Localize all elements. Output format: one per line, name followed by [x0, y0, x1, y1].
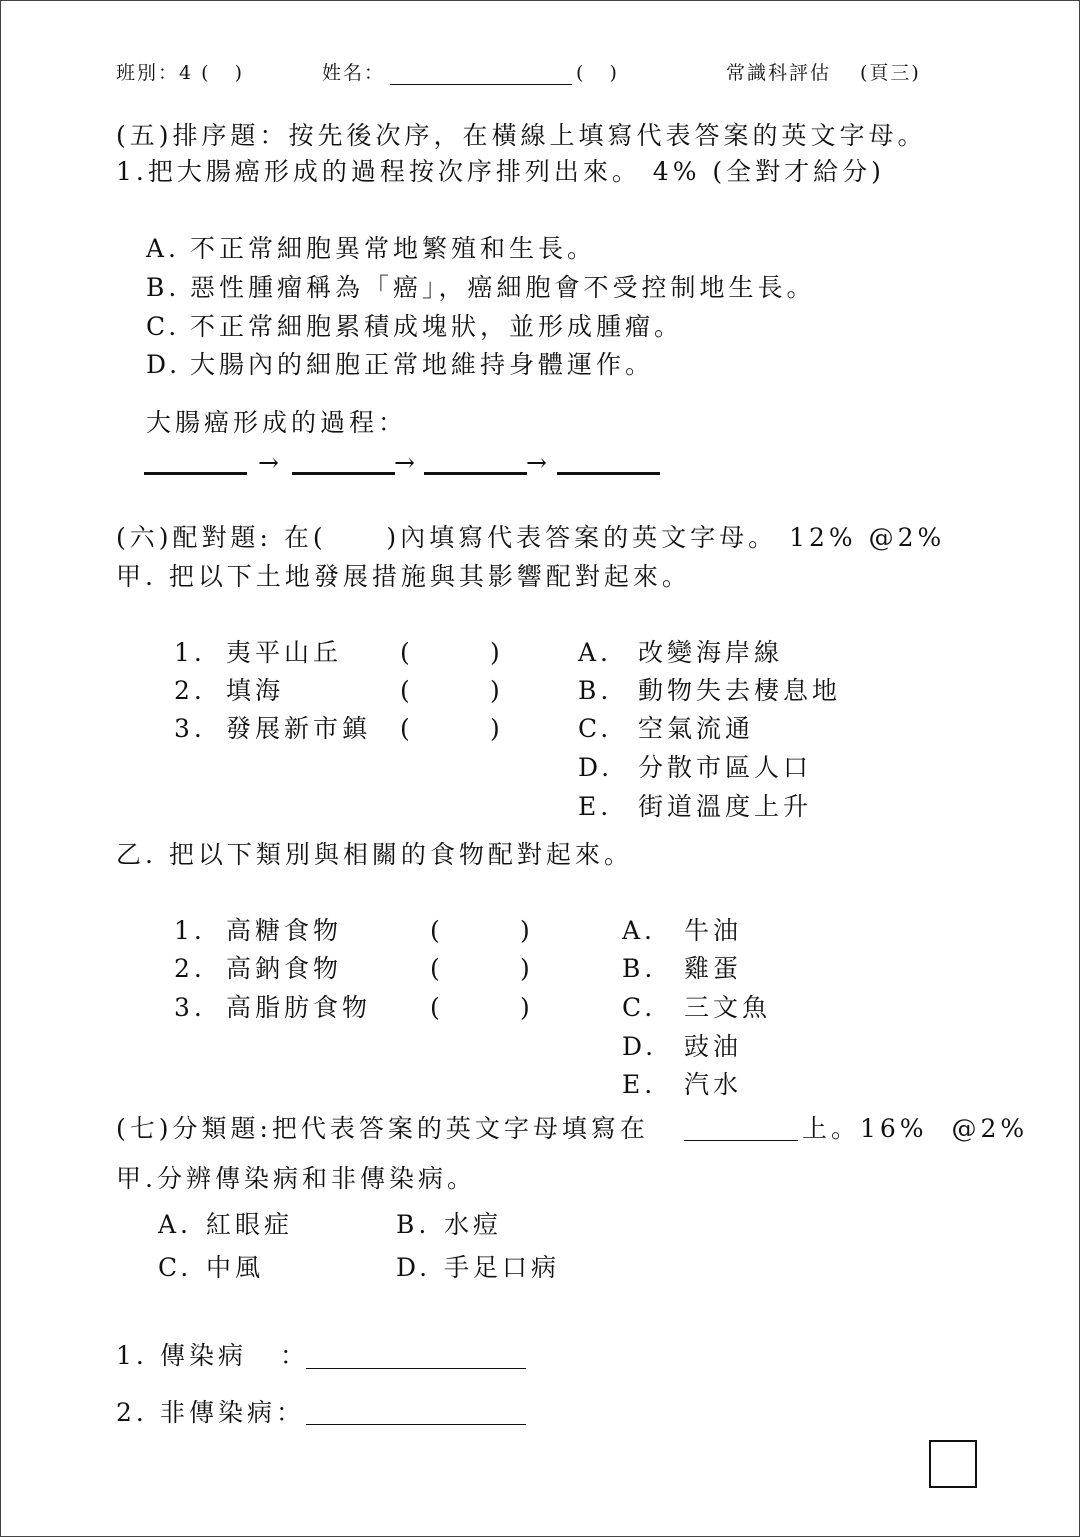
process-blank-2[interactable]	[292, 472, 395, 475]
option-text: 水痘	[444, 1210, 503, 1239]
answer-paren-close: )	[520, 916, 534, 945]
class-label: 班別：4 ( )	[116, 62, 245, 84]
answer-paren-open[interactable]: (	[400, 714, 414, 743]
option-text: 惡性腫瘤稱為「癌」，癌細胞會不受控制地生長。	[190, 273, 816, 302]
arrow-icon: →	[394, 448, 419, 477]
answer-paren-close: )	[520, 993, 534, 1022]
choice-letter: A.	[622, 916, 657, 945]
answer-label-communicable: 傳染病	[160, 1341, 248, 1370]
communicable-answer-blank[interactable]	[306, 1368, 526, 1369]
name-label: 姓名：	[322, 62, 386, 84]
section6-title: (六)配對題: 在( )內填寫代表答案的英文字母。 12% @2%	[116, 523, 946, 552]
class-number-paren: ( )	[576, 62, 619, 84]
answer-paren-open[interactable]: (	[400, 676, 414, 705]
item-text: 高鈉食物	[226, 954, 343, 983]
option-letter: A.	[146, 234, 181, 263]
choice-text: 動物失去棲息地	[638, 676, 842, 705]
answer-paren-close: )	[490, 676, 504, 705]
item-number: 2.	[174, 954, 206, 983]
answer-paren-close: )	[490, 638, 504, 667]
non-communicable-answer-blank[interactable]	[306, 1424, 526, 1425]
choice-text: 汽水	[684, 1070, 743, 1099]
section6-part-a-title: 甲. 把以下土地發展措施與其影響配對起來。	[116, 562, 691, 591]
section6-part-b-title: 乙. 把以下類別與相關的食物配對起來。	[116, 840, 633, 869]
answer-paren-open[interactable]: (	[430, 993, 444, 1022]
option-letter: B.	[396, 1210, 431, 1239]
arrow-icon: →	[526, 448, 551, 477]
process-blank-4[interactable]	[557, 472, 660, 475]
item-text: 高脂肪食物	[226, 993, 372, 1022]
answer-paren-close: )	[490, 714, 504, 743]
choice-letter: B.	[622, 954, 657, 983]
answer-paren-open[interactable]: (	[430, 916, 444, 945]
item-text: 發展新市鎮	[226, 714, 372, 743]
section7-title: (七)分類題:把代表答案的英文字母填寫在	[116, 1114, 649, 1143]
choice-letter: A.	[578, 638, 613, 667]
option-text: 紅眼症	[206, 1210, 294, 1239]
choice-text: 改變海岸線	[638, 638, 784, 667]
choice-letter: C.	[622, 993, 657, 1022]
choice-letter: E.	[622, 1070, 657, 1099]
item-text: 高糖食物	[226, 916, 343, 945]
name-blank[interactable]	[390, 84, 572, 85]
section5-question1: 1.把大腸癌形成的過程按次序排列出來。 4% (全對才給分)	[116, 157, 885, 186]
option-text: 不正常細胞異常地繁殖和生長。	[190, 234, 597, 263]
section5-title: (五)排序題：按先後次序，在橫線上填寫代表答案的英文字母。	[116, 121, 927, 150]
item-number: 1.	[174, 638, 206, 667]
subject-title: 常識科評估	[726, 62, 832, 84]
choice-letter: D.	[622, 1032, 658, 1061]
option-text: 手足口病	[444, 1253, 561, 1282]
answer-number: 2.	[116, 1398, 148, 1427]
section7-part-a-title: 甲.分辨傳染病和非傳染病。	[116, 1164, 476, 1193]
arrow-icon: →	[258, 448, 283, 477]
option-text: 中風	[206, 1253, 265, 1282]
page-number: (頁三)	[860, 62, 921, 84]
section7-title-suffix: 上。16% @2%	[802, 1114, 1029, 1143]
answer-paren-close: )	[520, 954, 534, 983]
item-text: 夷平山丘	[226, 638, 343, 667]
choice-text: 街道溫度上升	[638, 792, 813, 821]
option-letter: D.	[146, 350, 182, 379]
process-blank-1[interactable]	[144, 472, 247, 475]
process-blank-3[interactable]	[424, 472, 527, 475]
answer-colon: ：	[280, 1341, 310, 1370]
choice-text: 豉油	[684, 1032, 743, 1061]
choice-text: 牛油	[684, 916, 743, 945]
option-text: 大腸內的細胞正常地維持身體運作。	[190, 350, 655, 379]
answer-number: 1.	[116, 1341, 148, 1370]
item-number: 3.	[174, 714, 206, 743]
option-letter: D.	[396, 1253, 432, 1282]
option-letter: C.	[146, 312, 181, 341]
process-label: 大腸癌形成的過程：	[146, 408, 408, 437]
option-letter: A.	[158, 1210, 193, 1239]
answer-label-non-communicable: 非傳染病：	[160, 1398, 306, 1427]
item-number: 2.	[174, 676, 206, 705]
choice-letter: E.	[578, 792, 613, 821]
item-number: 1.	[174, 916, 206, 945]
choice-letter: B.	[578, 676, 613, 705]
item-number: 3.	[174, 993, 206, 1022]
option-text: 不正常細胞累積成塊狀，並形成腫瘤。	[190, 312, 684, 341]
choice-text: 分散市區人口	[638, 753, 813, 782]
option-letter: C.	[158, 1253, 193, 1282]
score-box	[929, 1440, 977, 1488]
item-text: 填海	[226, 676, 285, 705]
choice-text: 空氣流通	[638, 714, 755, 743]
answer-paren-open[interactable]: (	[400, 638, 414, 667]
choice-letter: C.	[578, 714, 613, 743]
example-blank	[684, 1140, 798, 1141]
choice-text: 雞蛋	[684, 954, 743, 983]
answer-paren-open[interactable]: (	[430, 954, 444, 983]
choice-text: 三文魚	[684, 993, 772, 1022]
choice-letter: D.	[578, 753, 614, 782]
option-letter: B.	[146, 273, 181, 302]
